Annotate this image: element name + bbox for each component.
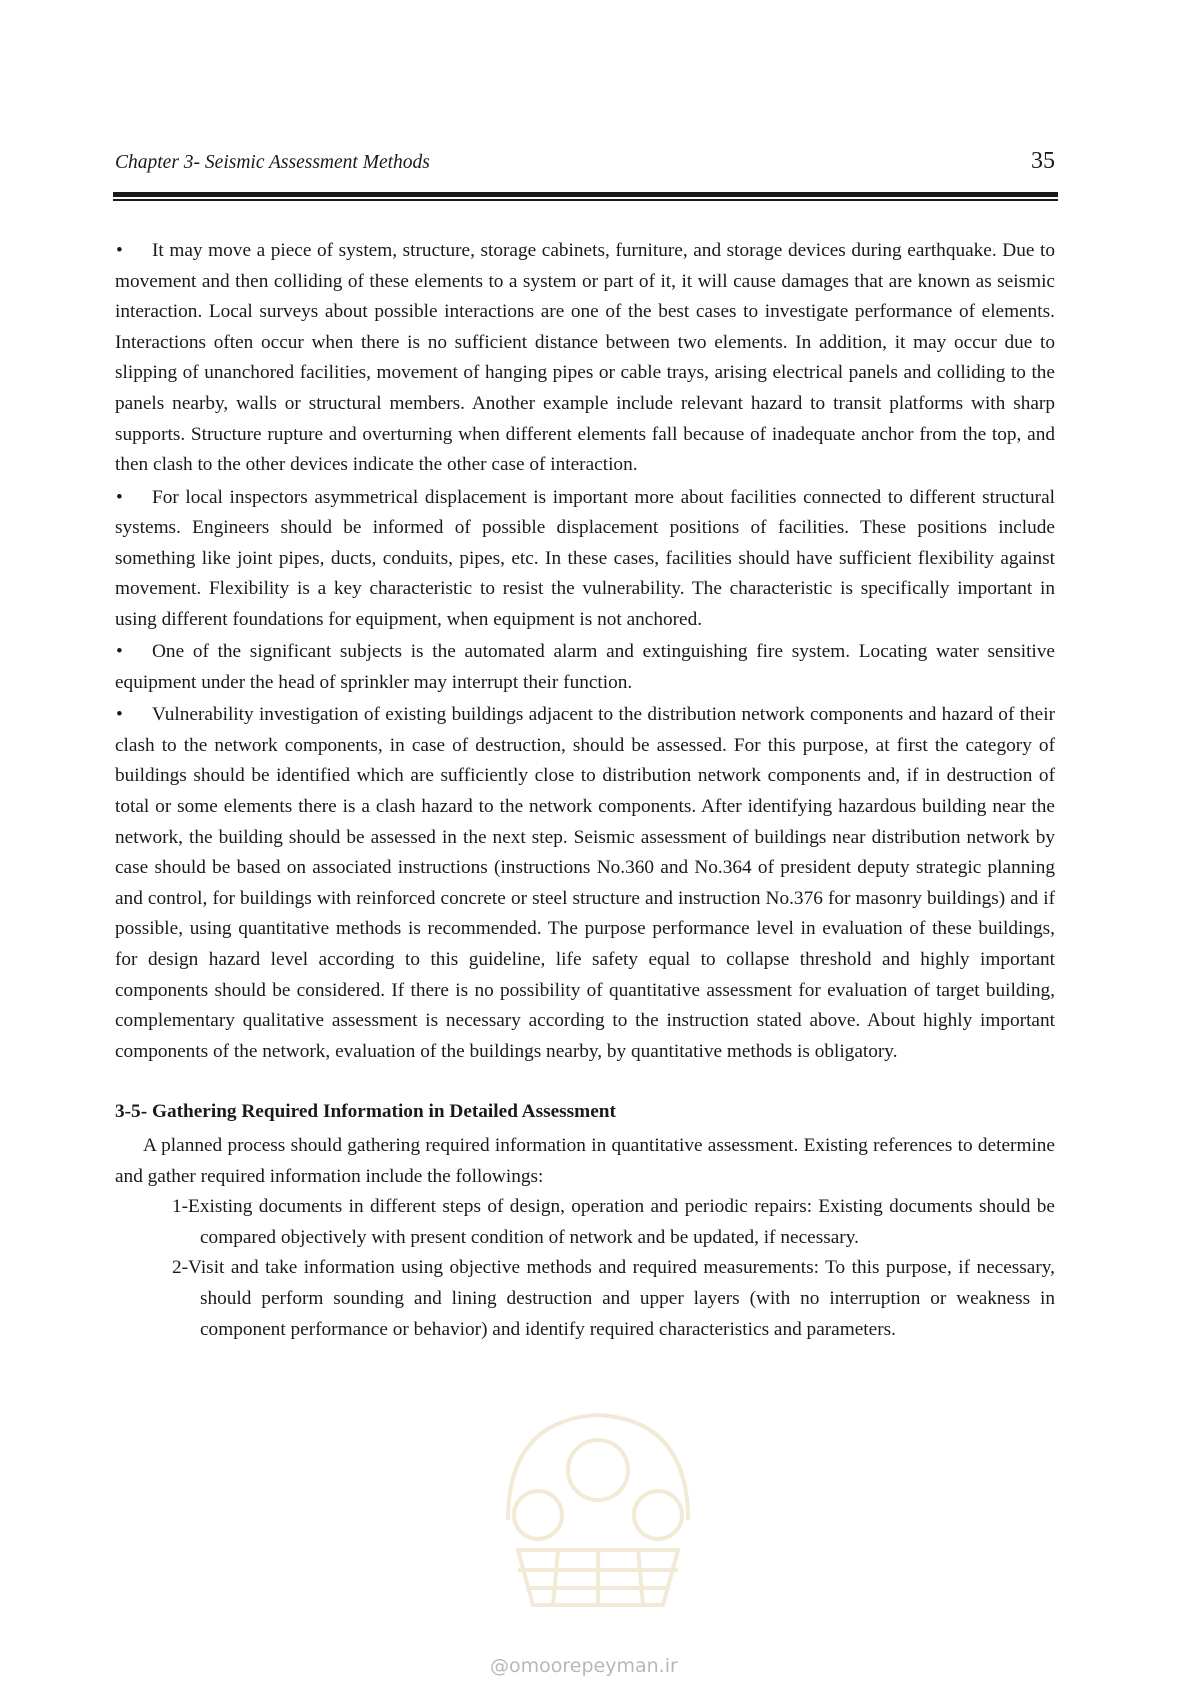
bullet-icon: • xyxy=(116,240,123,261)
chapter-title: Chapter 3- Seismic Assessment Methods xyxy=(115,152,430,173)
bullet-icon: • xyxy=(116,704,123,726)
page-header xyxy=(115,148,1055,182)
numbered-item: 1-Existing documents in different steps of design, operation and periodic repairs: Existing documents should be compared objectively with present condition of network and be updated, if necessary. xyxy=(172,1196,1055,1248)
watermark-logo-icon xyxy=(478,1400,718,1620)
body-text xyxy=(115,236,1055,1345)
section-heading: 3-5- Gathering Required Information in Detailed Assessment xyxy=(115,1101,616,1123)
section-intro: A planned process should gathering required information in quantitative assessment. Existing references to determine and gather required information include the followings: xyxy=(115,1135,1055,1187)
bullet-text: Vulnerability investigation of existing buildings adjacent to the distribution network components and hazard of their clash to the network components, in case of destruction, should be assessed. For this purpose, at first the category of buildings should be identified which are sufficiently close to distribution network components and, if in destruction of total or some elements there is a clash hazard to the network components. After identifying hazardous building near the network, the building should be assessed in the next step. Seismic assessment of buildings near distribution network by case should be based on associated instructions (instructions No.360 and No.364 of president deputy strategic planning and control, for buildings with reinforced concrete or steel structure and instruction No.376 for masonry buildings) and if possible, using quantitative methods is recommended. The purpose performance level in evaluation of these buildings, for design hazard level according to this guideline, life safety equal to collapse threshold and highly important components should be considered. If there is no possibility of quantitative assessment for evaluation of target building, complementary qualitative assessment is necessary according to the instruction stated above. About highly important components of the network, evaluation of the buildings nearby, by quantitative methods is obligatory. xyxy=(115,704,1055,1062)
numbered-item: 2-Visit and take information using objective methods and required measurements: To this purpose, if necessary, should perform sounding and lining destruction and upper layers (with no interruption or weakness in component performance or behavior) and identify required characteristics and parameters. xyxy=(172,1257,1055,1340)
header-rule-thick xyxy=(113,192,1058,197)
bullet-text: One of the significant subjects is the automated alarm and extinguishing fire system. Locating water sensitive equipment under the head of sprinkler may interrupt their function. xyxy=(115,641,1055,693)
bullet-paragraph xyxy=(115,236,1055,481)
bullet-icon: • xyxy=(116,641,123,663)
bullet-paragraph xyxy=(115,483,1055,636)
watermark-text: @omoorepeyman.ir xyxy=(490,1655,678,1677)
bullet-text: It may move a piece of system, structure, storage cabinets, furniture, and storage devices during earthquake. Due to movement and then colliding of these elements to a system or part of it, it will cause damages that are known as seismic interaction. Local surveys about possible interactions are one of the best cases to investigate performance of elements. Interactions often occur when there is no sufficient distance between two elements. In addition, it may occur due to slipping of unanchored facilities, movement of hanging pipes or cable trays, arising electrical panels and colliding to the panels nearby, walls or structural members. Another example include relevant hazard to transit platforms with sharp supports. Structure rupture and overturning when different elements fall because of inadequate anchor from the top, and then clash to the other devices indicate the other case of interaction. xyxy=(115,240,1055,476)
bullet-paragraph xyxy=(115,637,1055,698)
page-number: 35 xyxy=(1031,148,1055,174)
bullet-icon: • xyxy=(116,486,123,508)
bullet-paragraph xyxy=(115,700,1055,1067)
header-rule-thin xyxy=(113,199,1058,201)
bullet-text: For local inspectors asymmetrical displacement is important more about facilities connected to different structural systems. Engineers should be informed of possible displacement positions of facilities. These positions include something like joint pipes, ducts, conduits, pipes, etc. In these cases, facilities should have sufficient flexibility against movement. Flexibility is a key characteristic to resist the vulnerability. The characteristic is specifically important in using different foundations for equipment, when equipment is not anchored. xyxy=(115,486,1055,630)
